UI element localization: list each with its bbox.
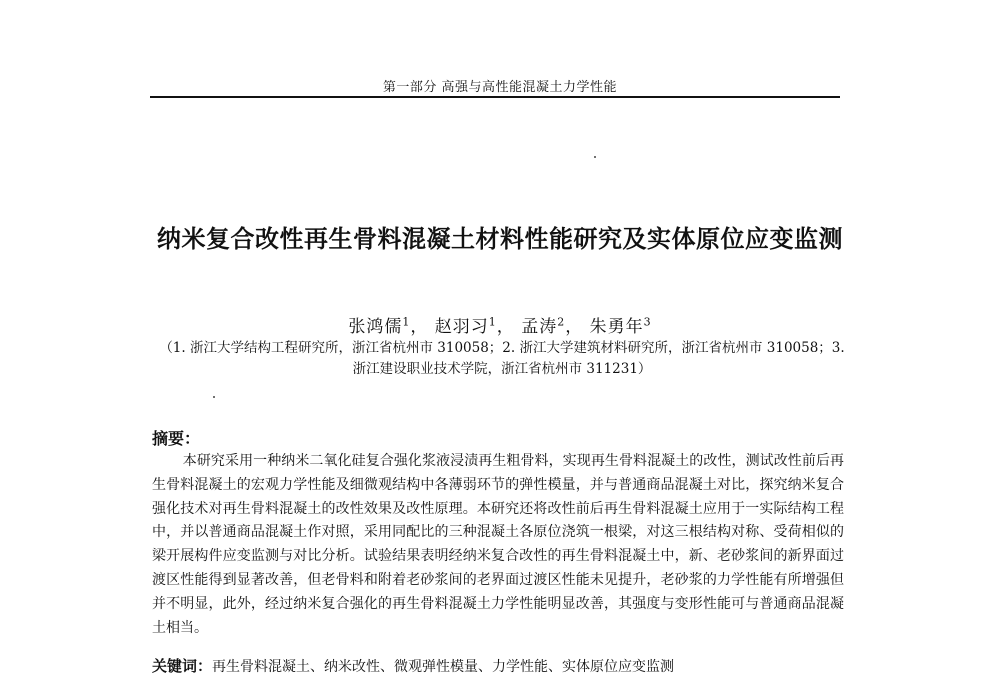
author-separator: ，	[410, 317, 429, 337]
abstract-heading: 摘要：	[152, 429, 201, 448]
abstract-body: 本研究采用一种纳米二氧化硅复合强化浆液浸渍再生粗骨料，实现再生骨料混凝土的改性，测试改性前后再生骨料混凝土的宏观力学性能及细微观结构中各薄弱环节的弹性模量，并与普通商品混凝土对比，探究纳米复合强化技术对再生骨料混凝土的改性效果及改性原理。本研究还将改性前后再生骨料混凝土应用于一实际结构工程中，并以普通商品混凝土作对照，采用同配比的三种混凝土各原位浇筑一根梁，对这三根结构对称、受荷相似的梁开展构件应变监测与对比分析。试验结果表明经纳米复合改性的再生骨料混凝土中，新、老砂浆间的新界面过渡区性能得到显著改善，但老骨料和附着老砂浆间的老界面过渡区性能未见提升，老砂浆的力学性能有所增强但并不明显，此外，经过纳米复合强化的再生骨料混凝土力学性能明显改善，其强度与变形性能可与普通商品混凝土相当。	[152, 453, 844, 636]
affiliations: （1. 浙江大学结构工程研究所，浙江省杭州市 310058；2. 浙江大学建筑材料研究所，浙江省杭州市 310058；3. 浙江建设职业技术学院，浙江省杭州市 311231）	[159, 340, 845, 377]
keywords-text: 再生骨料混凝土、纳米改性、微观弹性模量、力学性能、实体原位应变监测	[212, 659, 675, 675]
author-affil-mark: 3	[643, 315, 652, 329]
author-name: 张鸿儒	[348, 317, 403, 337]
author-name: 朱勇年	[589, 317, 644, 337]
running-header: 第一部分 高强与高性能混凝土力学性能	[382, 80, 618, 95]
scan-speck	[594, 156, 596, 158]
author-separator: ，	[496, 317, 515, 337]
author-name: 孟涛	[521, 317, 558, 337]
author-separator: ，	[565, 317, 584, 337]
author-affil-mark: 2	[557, 315, 566, 329]
author-affil-mark: 1	[488, 315, 497, 329]
author-affil-mark: 1	[402, 315, 411, 329]
header-rule	[150, 96, 840, 98]
author-name: 赵羽习	[434, 317, 489, 337]
author-line	[0, 312, 1000, 337]
keywords-label: 关键词：	[152, 657, 213, 675]
paper-title: 纳米复合改性再生骨料混凝土材料性能研究及实体原位应变监测	[157, 225, 843, 253]
keywords-line	[152, 656, 844, 677]
scan-speck	[213, 396, 215, 398]
